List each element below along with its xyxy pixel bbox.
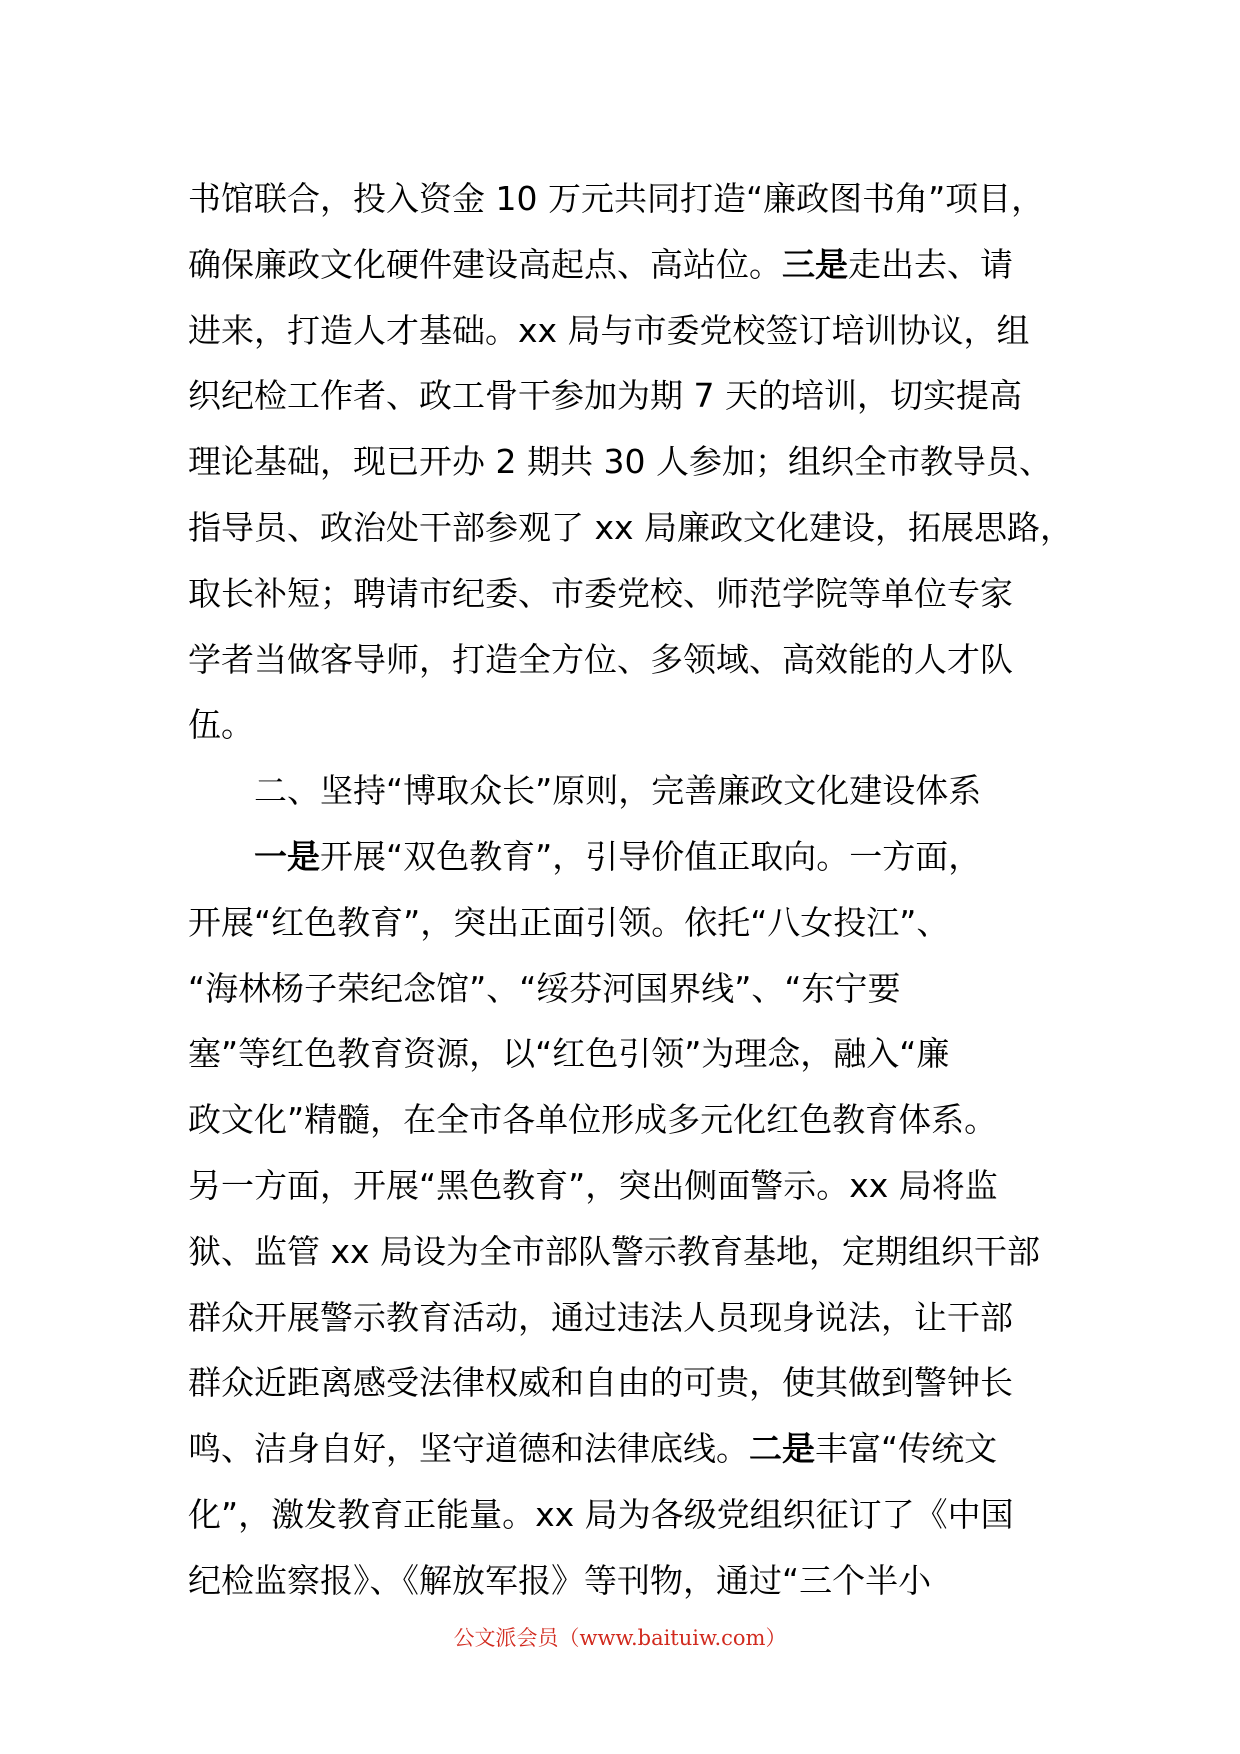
text-line bbox=[188, 363, 1068, 429]
text-line bbox=[188, 298, 1068, 364]
text-run: 化”，激发教育正能量。xx 局为各级党组织征订了《中国 bbox=[188, 1494, 1014, 1534]
text-line bbox=[188, 956, 1068, 1022]
text-run: 纪检监察报》、《解放军报》等刊物，通过“三个半小 bbox=[188, 1560, 932, 1600]
text-run: 另一方面，开展“黑色教育”，突出侧面警示。xx 局将监 bbox=[188, 1165, 998, 1205]
text-run: 伍。 bbox=[188, 705, 254, 745]
text-line bbox=[188, 890, 1068, 956]
text-line bbox=[188, 758, 1068, 824]
text-line bbox=[188, 1153, 1068, 1219]
text-run: 群众开展警示教育活动，通过违法人员现身说法，让干部 bbox=[188, 1297, 1013, 1337]
text-run: 指导员、政治处干部参观了 xx 局廉政文化建设，拓展思路， bbox=[188, 507, 1074, 547]
text-run: 开展“双色教育”，引导价值正取向。一方面， bbox=[320, 836, 982, 876]
text-run: 二、坚持“博取众长”原则，完善廉政文化建设体系 bbox=[254, 771, 982, 811]
text-line bbox=[188, 429, 1068, 495]
bold-marker: 一是 bbox=[254, 836, 320, 876]
body-text bbox=[188, 166, 1074, 1614]
text-line bbox=[188, 627, 1068, 693]
text-run: 书馆联合，投入资金 10 万元共同打造“廉政图书角”项目， bbox=[188, 179, 1045, 218]
text-run: 开展“红色教育”，突出正面引领。依托“八女投江”、 bbox=[188, 902, 950, 942]
text-run: 狱、监管 xx 局设为全市部队警示教育基地，定期组织干部 bbox=[188, 1231, 1041, 1271]
text-line bbox=[188, 1285, 1068, 1351]
text-run: 丰富“传统文 bbox=[815, 1429, 998, 1469]
text-run: 进来，打造人才基础。xx 局与市委党校签订培训协议，组 bbox=[188, 310, 1030, 350]
text-run: 学者当做客导师，打造全方位、多领域、高效能的人才队 bbox=[188, 639, 1013, 679]
text-run: 确保廉政文化硬件建设高起点、高站位。 bbox=[188, 244, 782, 284]
text-run: 塞”等红色教育资源，以“红色引领”为理念，融入“廉 bbox=[188, 1034, 950, 1074]
footer-watermark: 公文派会员（www.baituiw.com） bbox=[453, 1626, 787, 1650]
text-line bbox=[188, 1482, 1068, 1548]
text-run: 政文化”精髓，在全市各单位形成多元化红色教育体系。 bbox=[188, 1100, 998, 1140]
text-line bbox=[188, 166, 1068, 232]
text-line bbox=[188, 232, 1068, 298]
text-line bbox=[188, 692, 1068, 758]
text-run: “海林杨子荣纪念馆”、“绥芬河国界线”、“东宁要 bbox=[188, 968, 901, 1008]
text-line bbox=[188, 1548, 1068, 1614]
text-run: 取长补短；聘请市纪委、市委党校、师范学院等单位专家 bbox=[188, 573, 1013, 613]
text-line bbox=[188, 1219, 1068, 1285]
text-run: 鸣、洁身自好，坚守道德和法律底线。 bbox=[188, 1429, 749, 1469]
text-line bbox=[188, 1416, 1068, 1482]
text-line bbox=[188, 824, 1068, 890]
text-run: 走出去、请 bbox=[848, 244, 1013, 284]
text-line bbox=[188, 1087, 1068, 1153]
text-line bbox=[188, 561, 1068, 627]
text-line bbox=[188, 1350, 1068, 1416]
text-line bbox=[188, 1021, 1068, 1087]
text-line bbox=[188, 495, 1074, 561]
bold-marker: 三是 bbox=[782, 244, 848, 284]
bold-marker: 二是 bbox=[749, 1429, 815, 1469]
text-run: 织纪检工作者、政工骨干参加为期 7 天的培训，切实提高 bbox=[188, 376, 1022, 416]
text-run: 理论基础，现已开办 2 期共 30 人参加；组织全市教导员、 bbox=[188, 442, 1052, 482]
text-run: 群众近距离感受法律权威和自由的可贵，使其做到警钟长 bbox=[188, 1363, 1013, 1403]
